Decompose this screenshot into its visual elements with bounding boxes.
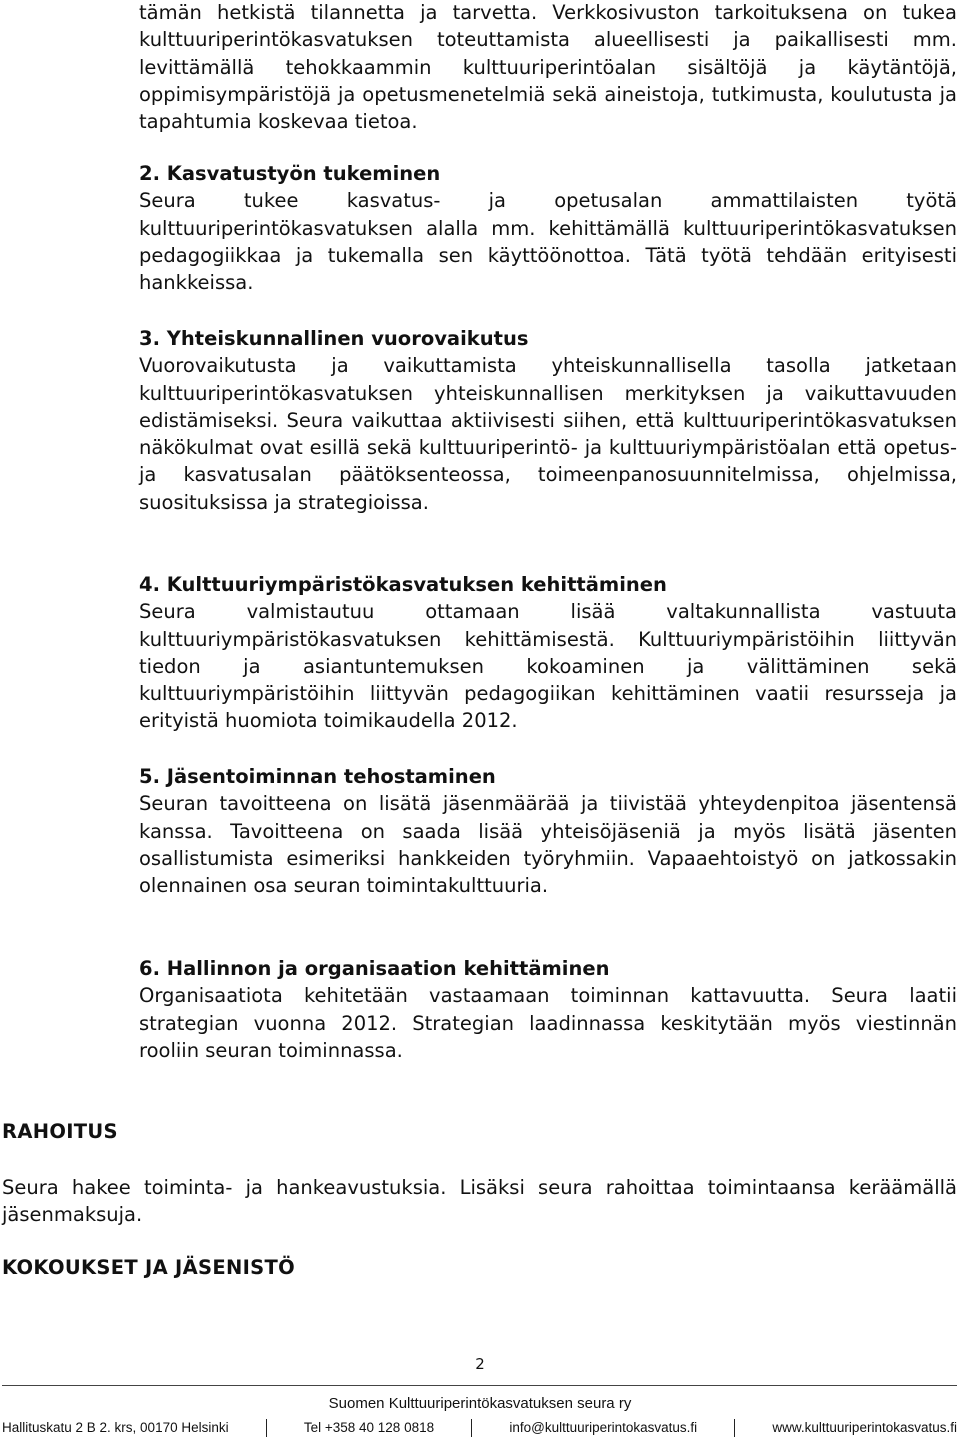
section-3 xyxy=(139,325,957,516)
footer-contacts xyxy=(2,1419,957,1437)
section-4-heading: 4. Kulttuuriympäristökasvatuksen kehittäminen xyxy=(139,573,667,596)
kokoukset-section xyxy=(2,1254,957,1282)
footer-phone: Tel +358 40 128 0818 xyxy=(303,1420,435,1435)
footer-divider xyxy=(2,1385,957,1386)
section-3-heading: 3. Yhteiskunnallinen vuorovaikutus xyxy=(139,327,529,350)
footer-address: Hallituskatu 2 B 2. krs, 00170 Helsinki xyxy=(2,1420,229,1435)
section-2 xyxy=(139,160,957,296)
intro-block xyxy=(139,0,957,135)
rahoitus-section xyxy=(2,1118,957,1146)
section-5 xyxy=(139,763,957,899)
footer-organization: Suomen Kulttuuriperintökasvatuksen seura ry xyxy=(328,1395,632,1412)
section-2-body: Seura tukee kasvatus- ja opetusalan ammattilaisten työtä kulttuuriperintökasvatuksen alalla mm. kehittämällä kulttuuriperintökasvatuksen pedagogiikkaa ja tukemalla sen käyttöönottoa. Tätä työtä tehdään erityisesti hankkeissa. xyxy=(139,189,957,295)
section-6-heading: 6. Hallinnon ja organisaation kehittäminen xyxy=(139,957,610,980)
rahoitus-body-block xyxy=(2,1174,957,1229)
footer-website: www.kulttuuriperintokasvatus.fi xyxy=(772,1420,957,1435)
section-5-heading: 5. Jäsentoiminnan tehostaminen xyxy=(139,765,496,788)
section-4 xyxy=(139,571,957,735)
footer-separator xyxy=(266,1419,267,1437)
footer-separator xyxy=(734,1419,735,1437)
section-4-body: Seura valmistautuu ottamaan lisää valtakunnallista vastuuta kulttuuriympäristökasvatuksen kehittämisestä. Kulttuuriympäristöihin liittyvän tiedon ja asiantuntemuksen kokoaminen ja välittäminen sekä kulttuuriympäristöihin liittyvän pedagogiikan kehittäminen vaatii resursseja ja erityistä huomiota toimikaudella 2012. xyxy=(139,600,957,733)
section-2-heading: 2. Kasvatustyön tukeminen xyxy=(139,162,441,185)
footer-email: info@kulttuuriperintokasvatus.fi xyxy=(509,1420,698,1435)
section-6-body: Organisaatiota kehitetään vastaamaan toiminnan kattavuutta. Seura laatii strategian vuonna 2012. Strategian laadinnassa keskitytään myös viestinnän rooliin seuran toiminnassa. xyxy=(139,984,957,1062)
kokoukset-heading: KOKOUKSET JA JÄSENISTÖ xyxy=(2,1256,295,1279)
section-3-body: Vuorovaikutusta ja vaikuttamista yhteiskunnallisella tasolla jatketaan kulttuuriperintökasvatuksen yhteiskunnallisen merkityksen ja vaikuttavuuden edistämiseksi. Seura vaikuttaa aktiivisesti siihen, että kulttuuriperintökasvatuksen näkökulmat ovat esillä sekä kulttuuriperintö- ja kulttuuriympäristöalan että opetus- ja kasvatusalan päätöksenteossa, toimeenpanosuunnitelmissa, ohjelmissa, suosituksissa ja strategioissa. xyxy=(139,354,957,514)
intro-paragraph: tämän hetkistä tilannetta ja tarvetta. Verkkosivuston tarkoituksena on tukea kulttuuriperintökasvatuksen toteuttamista alueellisesti ja paikallisesti mm. levittämällä tehokkaammin kulttuuriperintöalan sisältöjä ja käytäntöjä, oppimisympäristöjä ja opetusmenetelmiä sekä aineistoja, tutkimusta, koulutusta ja tapahtumia koskevaa tietoa. xyxy=(139,1,957,134)
rahoitus-heading: RAHOITUS xyxy=(2,1120,118,1143)
section-6 xyxy=(139,955,957,1064)
section-5-body: Seuran tavoitteena on lisätä jäsenmäärää ja tiivistää yhteydenpitoa jäsentensä kanssa. Tavoitteena on saada lisää yhteisöjäseniä ja myös lisätä jäsenten osallistumista esimeriksi hankkeiden työryhmiin. Vapaaehtoistyö on jatkossakin olennainen osa seuran toimintakulttuuria. xyxy=(139,792,957,898)
page-number: 2 xyxy=(475,1355,485,1373)
rahoitus-body: Seura hakee toiminta- ja hankeavustuksia. Lisäksi seura rahoittaa toimintaansa keräämällä jäsenmaksuja. xyxy=(2,1176,957,1227)
footer-separator xyxy=(471,1419,472,1437)
